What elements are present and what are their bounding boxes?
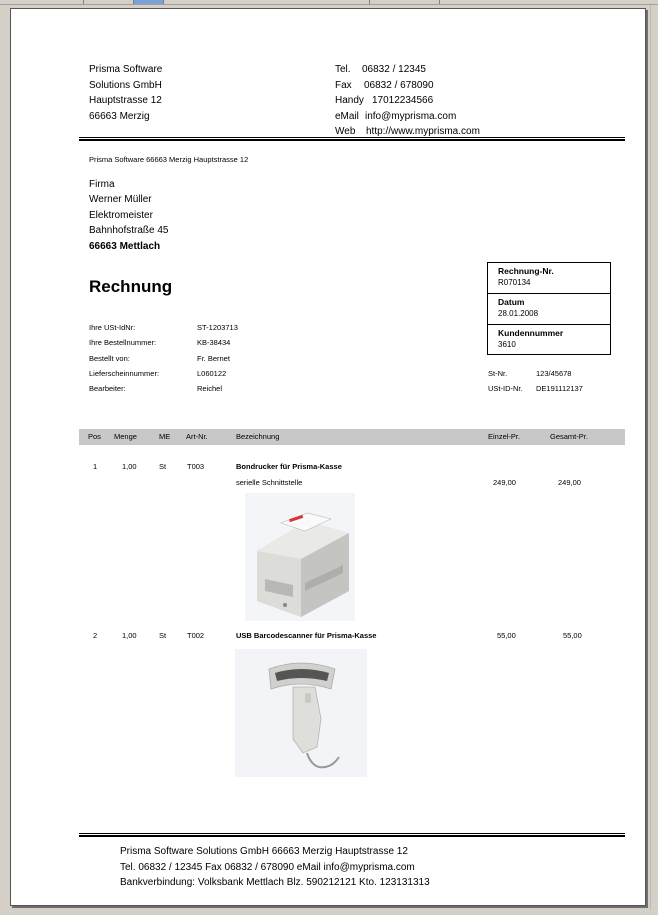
barcode-scanner-image (235, 649, 367, 777)
recipient-line: Firma (89, 179, 115, 190)
recipient-line: Werner Müller (89, 194, 152, 206)
col-header-pos: Pos (88, 432, 101, 441)
sender-address (89, 62, 162, 124)
meta-value: Fr. Bernet (197, 354, 230, 363)
contact-row (335, 109, 480, 125)
recipient-line: Elektromeister (89, 209, 153, 221)
viewer-toolbar-strip (0, 0, 658, 5)
meta-label: Bestellt von: (89, 354, 130, 363)
col-header-menge: Menge (114, 432, 137, 441)
contact-value: info@myprisma.com (365, 110, 457, 122)
invoice-page (10, 8, 646, 906)
toolbar-segment-active[interactable] (134, 0, 164, 4)
contact-row (335, 78, 480, 94)
info-value: 28.01.2008 (498, 309, 539, 318)
meta-label: Bearbeiter: (89, 384, 126, 393)
vertical-scrollbar[interactable] (650, 5, 658, 910)
contact-label: Handy (335, 95, 364, 106)
cell-pos: 1 (93, 462, 98, 471)
footer-line: Tel. 06832 / 12345 Fax 06832 / 678090 eMail info@myprisma.com (120, 861, 415, 873)
footer-info (120, 844, 430, 891)
meta-value: L060122 (197, 369, 227, 378)
toolbar-segment[interactable] (164, 0, 370, 4)
col-header-art: Art-Nr. (186, 432, 208, 441)
col-header-einzel: Einzel-Pr. (488, 432, 521, 441)
cell-einzel: 55,00 (497, 631, 516, 640)
meta-value: Reichel (197, 384, 223, 393)
invoice-date-cell (488, 294, 610, 325)
cell-art: T003 (187, 462, 205, 471)
document-title: Rechnung (89, 277, 173, 296)
contact-value: 17012234566 (372, 95, 434, 106)
tax-value: DE191112137 (536, 384, 583, 393)
footer-divider (79, 833, 625, 837)
sender-line: Prisma Software (89, 64, 163, 75)
cell-art: T002 (187, 631, 205, 640)
footer-line: Prisma Software Solutions GmbH 66663 Merzig Hauptstrasse 12 (120, 846, 408, 857)
meta-value: ST-1203713 (197, 323, 238, 332)
header-divider (79, 137, 625, 141)
tax-label: St-Nr. (488, 369, 508, 378)
contact-label: eMail (335, 110, 359, 122)
cell-title: Bondrucker für Prisma-Kasse (236, 462, 342, 471)
footer-line: Bankverbindung: Volksbank Mettlach Blz. 590212121 Kto. 123131313 (120, 877, 430, 888)
cell-menge: 1,00 (122, 631, 137, 640)
recipient-line: Bahnhofstraße 45 (89, 225, 169, 237)
sender-line: 66663 Merzig (89, 110, 150, 122)
contact-label: Fax (335, 79, 352, 91)
cell-menge: 1,00 (122, 462, 137, 471)
col-header-gesamt: Gesamt-Pr. (550, 432, 588, 441)
toolbar-segment[interactable] (370, 0, 440, 4)
cell-gesamt: 249,00 (558, 478, 581, 487)
toolbar-segment[interactable] (0, 0, 84, 4)
receipt-printer-image (245, 493, 355, 621)
sender-contact (335, 62, 480, 140)
recipient-city: 66663 Mettlach (89, 240, 161, 252)
meta-value: KB-38434 (197, 338, 231, 347)
contact-label: Web (335, 126, 356, 137)
cell-einzel: 249,00 (493, 478, 516, 487)
items-table-header (79, 429, 625, 445)
contact-label: Tel. (335, 64, 351, 75)
info-value: R070134 (498, 278, 531, 287)
contact-row (335, 93, 480, 109)
invoice-info-box (487, 262, 611, 355)
cell-subtitle: serielle Schnittstelle (236, 478, 303, 487)
cell-me: St (159, 462, 167, 471)
info-label: Kundennummer (498, 328, 564, 338)
cell-me: St (159, 631, 167, 640)
info-label: Rechnung-Nr. (498, 266, 554, 276)
info-value: 3610 (498, 340, 516, 349)
tax-value: 123/45678 (536, 369, 572, 378)
contact-row (335, 62, 480, 78)
meta-label: Ihre Bestellnummer: (89, 338, 157, 347)
cell-gesamt: 55,00 (563, 631, 582, 640)
contact-value: 06832 / 678090 (364, 79, 434, 91)
return-address: Prisma Software 66663 Merzig Hauptstrasse 12 (89, 155, 249, 164)
sender-line: Solutions GmbH (89, 79, 162, 91)
info-label: Datum (498, 297, 525, 307)
contact-value: http://www.myprisma.com (366, 126, 480, 137)
toolbar-segment[interactable] (84, 0, 134, 4)
recipient-address (89, 177, 169, 254)
tax-label: USt-ID-Nr. (488, 384, 523, 393)
customer-number-cell (488, 325, 610, 356)
sender-line: Hauptstrasse 12 (89, 95, 162, 106)
contact-value: 06832 / 12345 (362, 64, 426, 75)
col-header-bezeichnung: Bezeichnung (236, 432, 280, 441)
meta-label: Ihre USt-IdNr: (89, 323, 136, 332)
invoice-number-cell (488, 263, 610, 294)
cell-pos: 2 (93, 631, 98, 640)
meta-label: Lieferscheinnummer: (89, 369, 160, 378)
col-header-me: ME (159, 432, 171, 441)
cell-title: USB Barcodescanner für Prisma-Kasse (236, 631, 377, 640)
